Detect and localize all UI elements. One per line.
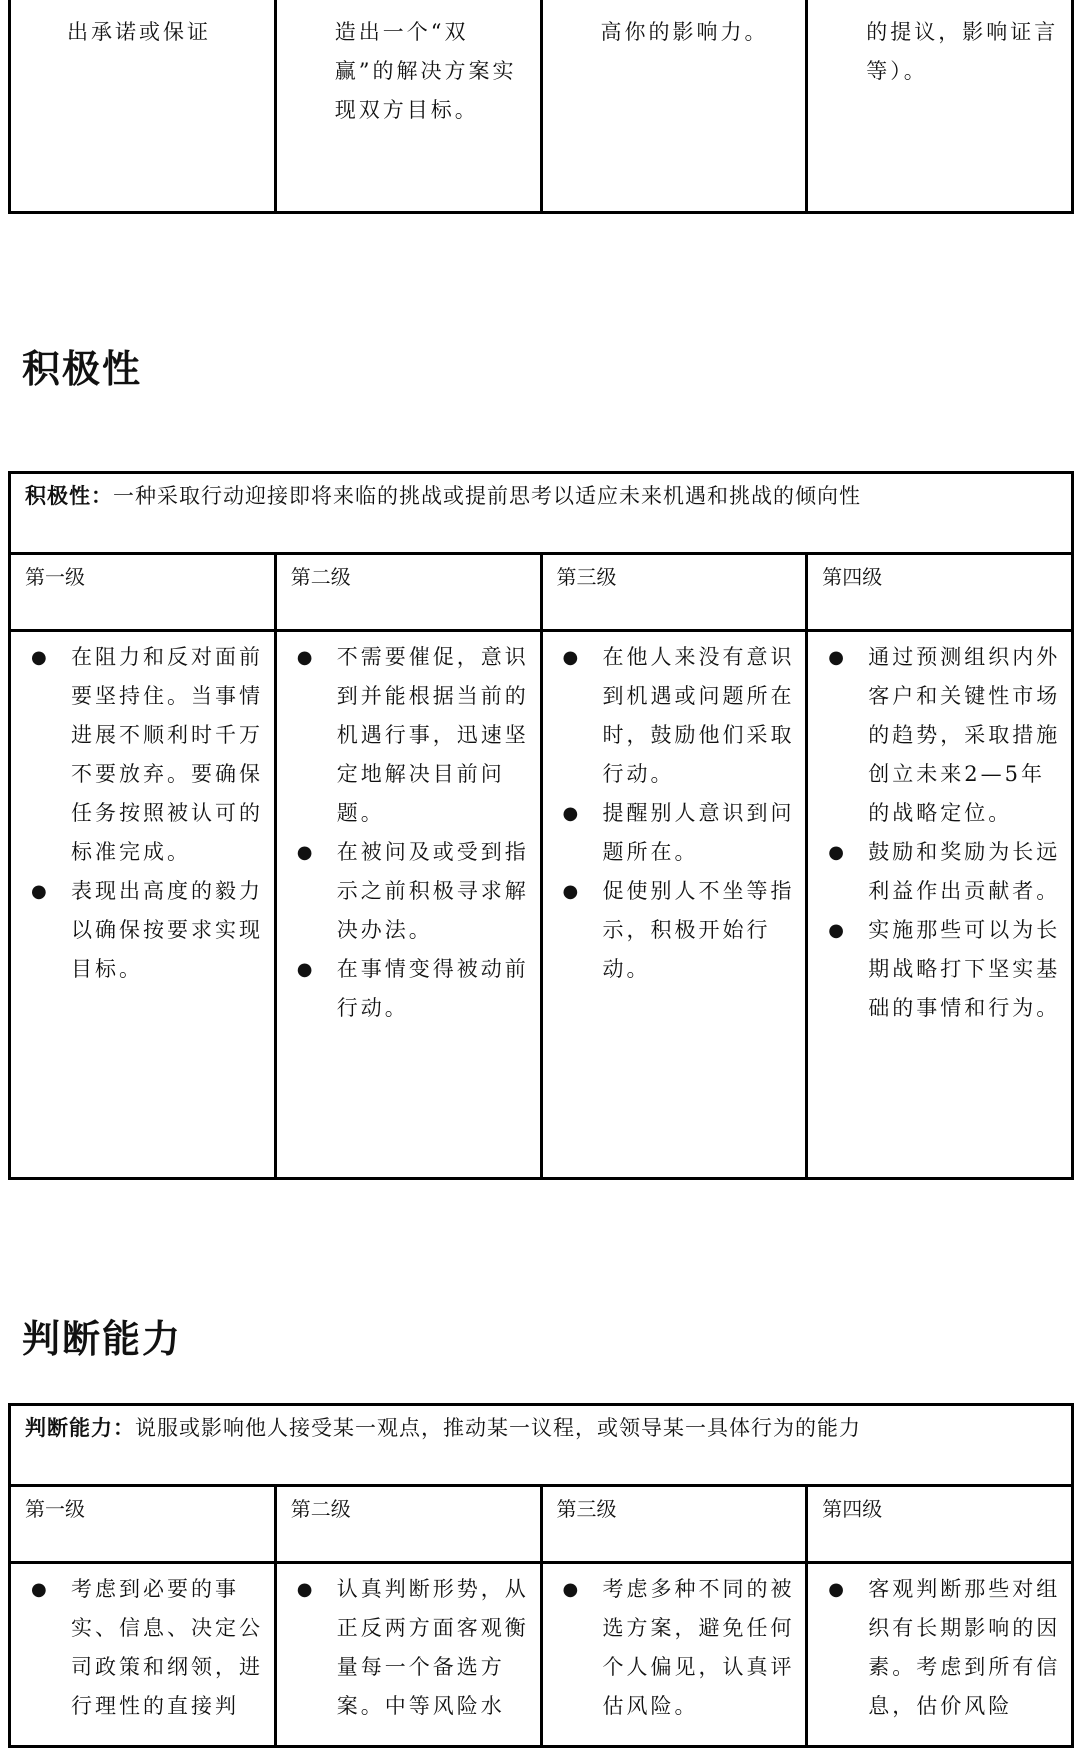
list-item: ● 在他人来没有意识到机遇或问题所在时，鼓励他们采取行动。 [562,645,795,786]
level-header: 第四级 [807,1486,1073,1563]
definition-label: 判断能力： [25,1415,135,1440]
level-header: 第四级 [807,554,1073,631]
list-item: ● 考虑到必要的事实、信息、决定公司政策和纲领，进行理性的直接判 [31,1577,263,1718]
judgment-table [8,1403,1074,1748]
list-item: ● 在被问及或受到指示之前积极寻求解决办法。 [296,840,529,942]
level-header: 第二级 [275,554,541,631]
level-1-column [10,1563,276,1747]
top-cell-2 [275,0,541,213]
section-title-judgment: 判断能力 [22,1317,183,1361]
definition-cell [10,1405,1073,1486]
level-header: 第一级 [10,1486,276,1563]
list-item: ● 通过预测组织内外客户和关键性市场的趋势，采取措施创立未来2—5年的战略定位。 [828,645,1061,825]
list-item: ● 认真判断形势，从正反两方面客观衡量每一个备选方案。中等风险水 [296,1577,529,1718]
definition-cell [10,473,1073,554]
list-item: ● 鼓励和奖励为长远利益作出贡献者。 [828,840,1061,903]
top-cell-text: 出承诺或保证 [67,20,211,44]
list-item: ● 促使别人不坐等指示，积极开始行动。 [562,879,795,981]
top-cell-text: 高你的影响力。 [600,20,769,44]
initiative-table [8,471,1074,1180]
list-item: ● 在事情变得被动前行动。 [296,957,529,1020]
level-3-column [541,631,807,1179]
definition-text: 说服或影响他人接受某一观点，推动某一议程，或领导某一具体行为的能力 [135,1416,861,1440]
level-header: 第二级 [275,1486,541,1563]
top-continuation-table [8,0,1074,214]
section-title-initiative: 积极性 [22,347,143,391]
level-1-column [10,631,276,1179]
level-3-column [541,1563,807,1747]
list-item: ● 考虑多种不同的被选方案，避免任何个人偏见，认真评估风险。 [562,1577,795,1718]
level-header: 第三级 [541,1486,807,1563]
level-4-column [807,631,1073,1179]
top-cell-text: 的提议，影响证言等）。 [866,20,1059,83]
list-item: ● 提醒别人意识到问题所在。 [562,801,795,864]
level-2-column [275,1563,541,1747]
list-item: ● 不需要催促，意识到并能根据当前的机遇行事，迅速坚定地解决目前问题。 [296,645,529,825]
list-item: ● 在阻力和反对面前要坚持住。当事情进展不顺利时千万不要放弃。要确保任务按照被认可的标准完成。 [31,645,263,864]
top-cell-1 [10,0,276,213]
level-header: 第三级 [541,554,807,631]
level-4-column [807,1563,1073,1747]
list-item: ● 客观判断那些对组织有长期影响的因素。考虑到所有信息，估价风险 [828,1577,1061,1718]
list-item: ● 表现出高度的毅力以确保按要求实现目标。 [31,879,263,981]
definition-text: 一种采取行动迎接即将来临的挑战或提前思考以适应未来机遇和挑战的倾向性 [113,484,861,508]
top-cell-text: 造出一个“双赢”的解决方案实现双方目标。 [334,20,517,122]
list-item: ● 实施那些可以为长期战略打下坚实基础的事情和行为。 [828,918,1061,1020]
level-header: 第一级 [10,554,276,631]
top-cell-4 [807,0,1073,213]
top-cell-3 [541,0,807,213]
definition-label: 积极性： [25,483,113,508]
level-2-column [275,631,541,1179]
